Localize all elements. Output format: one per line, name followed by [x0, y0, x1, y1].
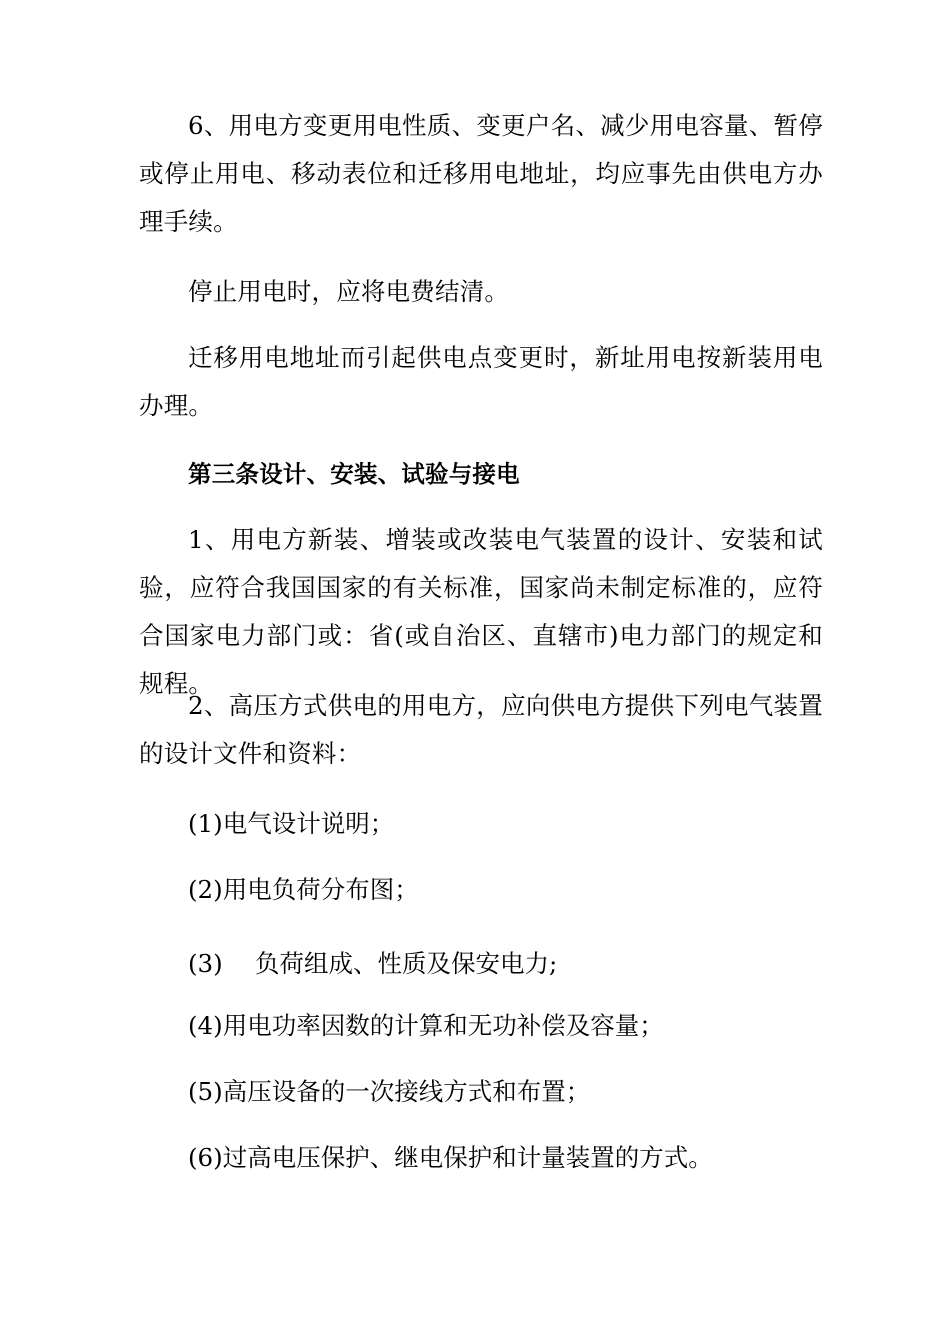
list-item-number: (1)	[188, 809, 223, 838]
list-item	[188, 940, 828, 988]
list-item-text: 高压设备的一次接线方式和布置；	[222, 1077, 591, 1106]
paragraph-change-of-use: 6、用电方变更用电性质、变更户名、减少用电容量、暂停或停止用电、移动表位和迁移用电地址，均应事先由供电方办理手续。	[139, 111, 823, 236]
paragraph-high-voltage-docs: 2、高压方式供电的用电方，应向供电方提供下列电气装置的设计文件和资料：	[139, 691, 823, 768]
list-item	[188, 1002, 828, 1050]
list-item-number: (4)	[188, 1011, 223, 1040]
section-heading: 第三条设计、安装、试验与接电	[188, 460, 520, 488]
list-item-number: (6)	[188, 1143, 223, 1172]
list-item	[188, 1134, 828, 1182]
list-item-number: (3)	[188, 949, 223, 978]
list-item-text: 用电功率因数的计算和无功补偿及容量；	[222, 1011, 664, 1040]
list-item-text: 电气设计说明；	[222, 809, 395, 838]
list-item	[188, 800, 828, 848]
list-item-number: (2)	[188, 875, 223, 904]
list-item-number: (5)	[188, 1077, 223, 1106]
list-item-text: 负荷组成、性质及保安电力;	[255, 949, 558, 978]
paragraph-relocation: 迁移用电地址而引起供电点变更时，新址用电按新装用电办理。	[139, 343, 823, 420]
list-item-text: 过高电压保护、继电保护和计量装置的方式。	[222, 1143, 713, 1172]
paragraph-settle-fees: 停止用电时，应将电费结清。	[188, 277, 510, 306]
list-item	[188, 866, 828, 914]
list-item-text: 用电负荷分布图；	[222, 875, 419, 904]
list-item	[188, 1068, 828, 1116]
paragraph-design-standards: 1、用电方新装、增装或改装电气装置的设计、安装和试验，应符合我国国家的有关标准，国家尚未制定标准的，应符合国家电力部门或：省(或自治区、直辖市)电力部门的规定和规程。	[139, 525, 823, 698]
